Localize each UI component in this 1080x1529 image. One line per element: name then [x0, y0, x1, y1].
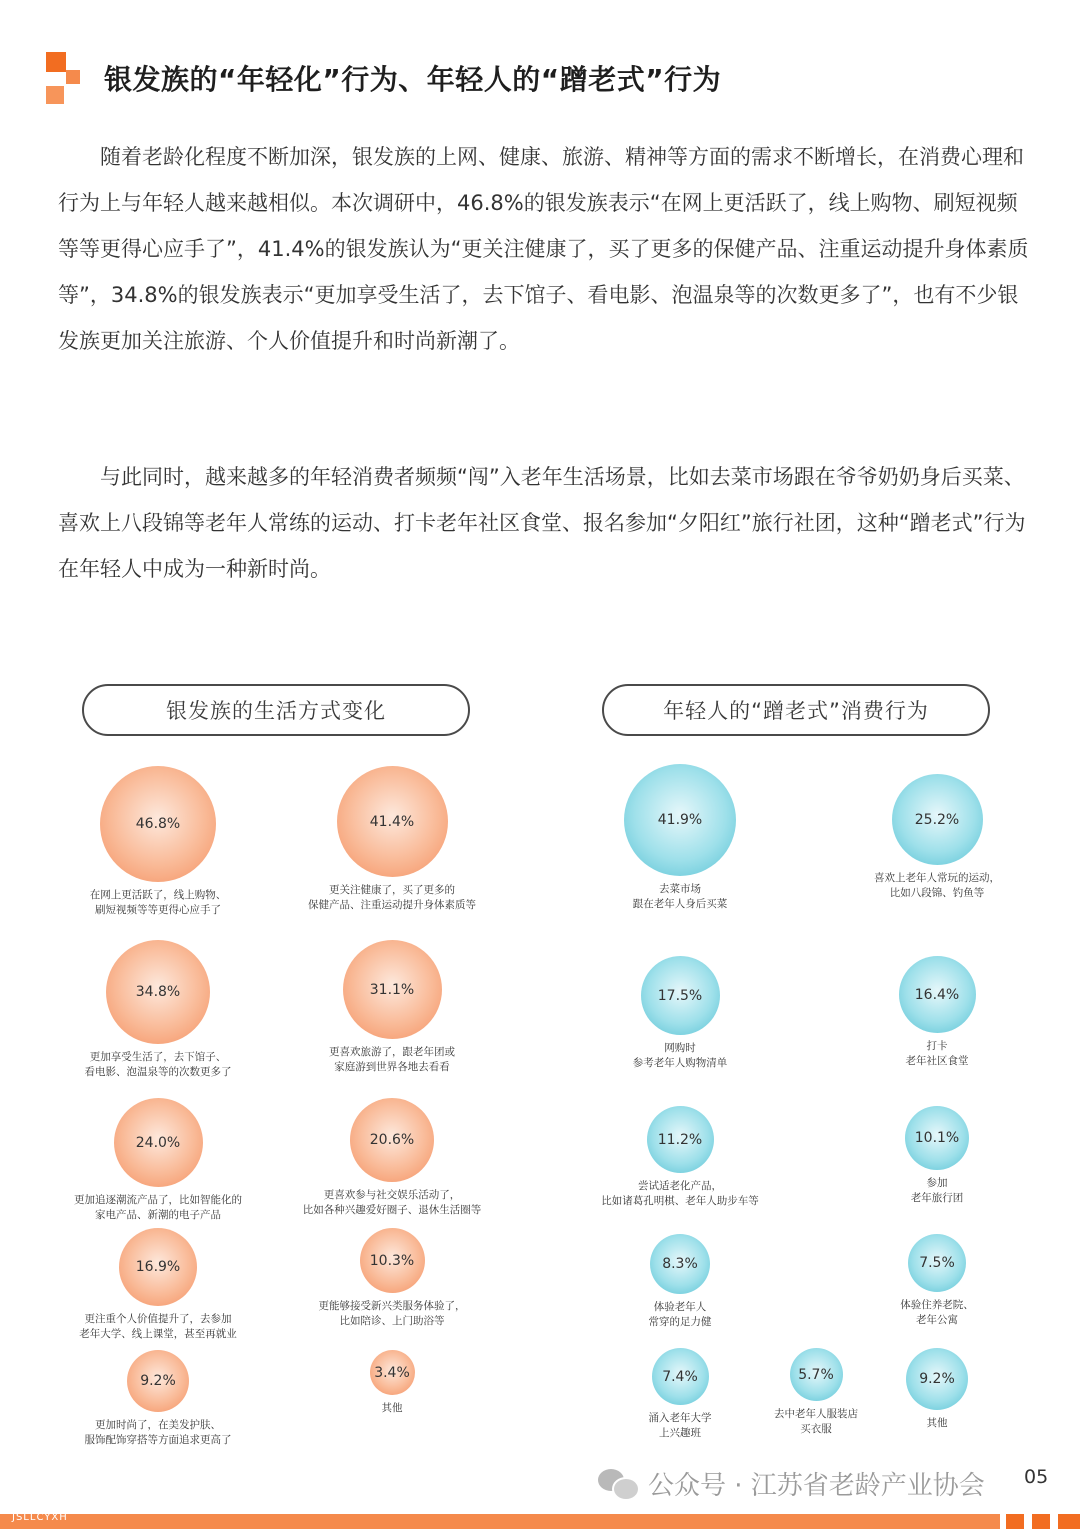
bubble-value: 17.5%: [641, 956, 720, 1035]
bubble-label: 打卡 老年社区食堂: [905, 1040, 969, 1067]
left-bubble-item: [262, 940, 522, 1075]
wechat-icon: [598, 1467, 638, 1501]
right-panel-title: 年轻人的“蹭老式”消费行为: [602, 684, 990, 736]
right-bubble-item: [550, 956, 810, 1071]
bubble-value: 20.6%: [350, 1098, 434, 1182]
left-bubble-item: [28, 1228, 288, 1342]
logo-squares-icon: [44, 50, 82, 106]
left-bubble-item: [28, 940, 288, 1080]
footer-brand: [598, 1465, 985, 1502]
right-bubble-item: [550, 764, 810, 912]
bubble-label: 更能够接受新兴类服务体验了， 比如陪诊、上门助浴等: [318, 1300, 466, 1327]
bubble-label: 更加享受生活了，去下馆子、 看电影、泡温泉等的次数更多了: [84, 1051, 232, 1078]
right-bubble-item: [807, 956, 1067, 1069]
footer-square: [1006, 1514, 1024, 1529]
footer-square: [1032, 1514, 1050, 1529]
bubble-label: 尝试适老化产品， 比如诸葛孔明棋、老年人助步车等: [601, 1180, 759, 1207]
bubble-label: 涌入老年大学 上兴趣班: [648, 1412, 712, 1439]
bubble-label: 更喜欢参与社交娱乐活动了， 比如各种兴趣爱好圈子、退休生活圈等: [302, 1189, 482, 1216]
footer-brand-text: 公众号 · 江苏省老龄产业协会: [648, 1471, 985, 1501]
bubble-label: 体验老年人 常穿的足力健: [648, 1301, 712, 1328]
bubble-label: 喜欢上老年人常玩的运动， 比如八段锦、钓鱼等: [874, 872, 1000, 899]
bubble-label: 体验住养老院、 老年公寓: [900, 1299, 974, 1326]
bubble-value: 24.0%: [114, 1098, 203, 1187]
left-panel-title: 银发族的生活方式变化: [82, 684, 470, 736]
bubble-label: 其他: [926, 1417, 948, 1429]
left-bubble-item: [262, 1350, 522, 1416]
bubble-value: 10.1%: [905, 1106, 969, 1170]
right-bubble-item: [807, 1234, 1067, 1328]
bubble-label: 去菜市场 跟在老年人身后买菜: [632, 883, 728, 910]
right-bubble-item: [807, 774, 1067, 901]
bubble-label: 更关注健康了，买了更多的 保健产品、注重运动提升身体素质等: [308, 884, 476, 911]
left-bubble-item: [262, 1228, 522, 1329]
page-title: 银发族的“年轻化”行为、年轻人的“蹭老式”行为: [104, 63, 722, 96]
bubble-value: 16.4%: [899, 956, 976, 1033]
left-bubble-item: [262, 1098, 522, 1218]
bubble-label: 在网上更活跃了，线上购物、 刷短视频等等更得心应手了: [89, 889, 227, 916]
left-bubble-item: [28, 1098, 288, 1223]
bubble-label: 更加时尚了，在美发护肤、 服饰配饰穿搭等方面追求更高了: [84, 1419, 232, 1446]
bubble-value: 41.9%: [624, 764, 736, 876]
intro-paragraph-2: 与此同时，越来越多的年轻消费者频频“闯”入老年生活场景，比如去菜市场跟在爷爷奶奶身后买菜、喜欢上八段锦等老年人常练的运动、打卡老年社区食堂、报名参加“夕阳红”旅行社团，这种“蹭老式”行为在年轻人中成为一种新时尚。: [58, 465, 1026, 581]
bubble-value: 46.8%: [100, 766, 216, 882]
page-header: [44, 50, 1044, 106]
intro-paragraph-1: 随着老龄化程度不断加深，银发族的上网、健康、旅游、精神等方面的需求不断增长，在消费心理和行为上与年轻人越来越相似。本次调研中，46.8%的银发族表示“在网上更活跃了，线上购物、刷短视频等等更得心应手了”，41.4%的银发族认为“更关注健康了，买了更多的保健产品、注重运动提升身体素质等”，34.8%的银发族表示“更加享受生活了，去下馆子、看电影、泡温泉等的次数更多了”，也有不少银发族更加关注旅游、个人价值提升和时尚新潮了。: [58, 145, 1029, 353]
bubble-value: 11.2%: [647, 1106, 714, 1173]
bubble-value: 16.9%: [119, 1228, 197, 1306]
bubble-value: 5.7%: [790, 1348, 843, 1401]
left-bubble-item: [28, 1350, 288, 1448]
page-number: 05: [1024, 1466, 1049, 1488]
bubble-value: 8.3%: [650, 1234, 710, 1294]
footer-bar: [0, 1514, 1000, 1529]
bubble-value: 10.3%: [360, 1228, 425, 1293]
bubble-value: 3.4%: [370, 1350, 415, 1395]
right-bubble-item: [807, 1348, 1067, 1431]
bubble-value: 9.2%: [906, 1348, 968, 1410]
bubble-label: 去中老年人服装店 买衣服: [774, 1408, 858, 1435]
bubble-label: 更加追逐潮流产品了，比如智能化的 家电产品、新潮的电子产品: [74, 1194, 242, 1221]
right-bubble-item: [550, 1234, 810, 1330]
left-bubble-item: [28, 766, 288, 918]
bubble-value: 7.5%: [908, 1234, 966, 1292]
watermark: JSLLCYXH: [12, 1512, 68, 1523]
bubble-label: 参加 老年旅行团: [910, 1177, 964, 1204]
bubble-label: 更注重个人价值提升了，去参加 老年大学、线上课堂，甚至再就业: [79, 1313, 237, 1340]
bubble-label: 其他: [381, 1402, 403, 1414]
bubble-value: 9.2%: [127, 1350, 189, 1412]
bubble-value: 34.8%: [106, 940, 210, 1044]
bubble-value: 41.4%: [337, 766, 448, 877]
left-bubble-item: [262, 766, 522, 913]
right-bubble-item: [807, 1106, 1067, 1206]
bubble-label: 网购时 参考老年人购物清单: [632, 1042, 728, 1069]
right-bubble-item: [550, 1106, 810, 1209]
bubble-value: 25.2%: [892, 774, 983, 865]
bubble-label: 更喜欢旅游了，跟老年团或 家庭游到世界各地去看看: [329, 1046, 455, 1073]
footer-square: [1058, 1514, 1080, 1529]
bubble-value: 7.4%: [652, 1348, 709, 1405]
bubble-value: 31.1%: [343, 940, 442, 1039]
